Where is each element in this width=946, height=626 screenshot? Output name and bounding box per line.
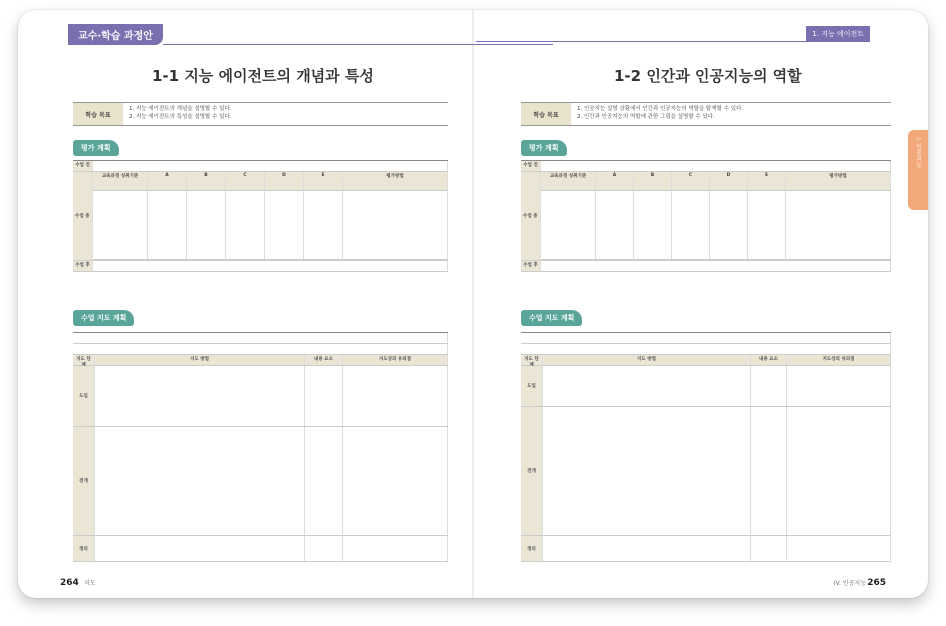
header-rule xyxy=(476,41,816,42)
header-tab: 1. 지능 에이전트 xyxy=(806,26,870,42)
table-header: 교육과정 성취기준 xyxy=(541,172,596,190)
table-header: B xyxy=(634,172,672,190)
goal-label: 학습 목표 xyxy=(521,103,571,125)
eval-table xyxy=(521,160,891,272)
section-plan: 수업 지도 계획 xyxy=(73,310,134,326)
chapter-side-tab xyxy=(908,130,928,210)
table-header: E xyxy=(748,172,786,190)
right-page xyxy=(488,10,928,598)
eval-table xyxy=(73,160,448,272)
stage-label: 정리 xyxy=(521,536,543,561)
table-header: 수업 전 xyxy=(73,161,93,171)
table-header: A xyxy=(596,172,634,190)
goal-label: 학습 목표 xyxy=(73,103,123,125)
page-number: 264 xyxy=(60,578,79,588)
table-header: 지도상의 유의점 xyxy=(787,355,891,365)
table-header: 교육과정 성취기준 xyxy=(93,172,148,190)
table-header: D xyxy=(710,172,748,190)
table-header: B xyxy=(187,172,226,190)
goal-line: 2. 인간과 인공지능의 역할에 관한 그림을 설명할 수 있다. xyxy=(577,114,715,120)
table-header: 지도 방법 xyxy=(543,355,751,365)
table-header: A xyxy=(148,172,187,190)
table-header: 수업 중 xyxy=(73,172,93,260)
table-header: 수업 전 xyxy=(521,161,541,171)
stage-label: 도입 xyxy=(521,366,543,406)
table-header: 내용 요소 xyxy=(305,355,343,365)
table-header: D xyxy=(265,172,304,190)
page-title: 1-1 지능 에이전트의 개념과 특성 xyxy=(152,67,374,85)
learning-goal xyxy=(73,102,448,126)
table-header: 수업 중 xyxy=(521,172,541,260)
section-plan: 수업 지도 계획 xyxy=(521,310,582,326)
stage-label: 전개 xyxy=(73,427,95,535)
page-number: 265 xyxy=(867,578,886,588)
book-spine xyxy=(472,10,474,598)
goal-line: 1. 인공지능 설명 상황에서 인간과 인공지능의 역할을 탐색할 수 있다. xyxy=(577,106,744,112)
goal-text xyxy=(571,103,749,125)
stage-label: 전개 xyxy=(521,407,543,535)
side-tab-label: I. 인공지능 xyxy=(914,138,922,168)
goal-text xyxy=(123,103,238,125)
section-eval: 평가 계획 xyxy=(73,140,119,156)
table-header: 내용 요소 xyxy=(751,355,787,365)
table-header: E xyxy=(304,172,343,190)
table-header: 평가방법 xyxy=(343,172,448,190)
table-header: C xyxy=(226,172,265,190)
stage-label: 도입 xyxy=(73,366,95,426)
plan-table xyxy=(73,332,448,562)
header-tab: 교수·학습 과정안 xyxy=(68,24,163,45)
page-title: 1-2 인간과 인공지능의 역할 xyxy=(614,67,802,85)
table-header: 지도상의 유의점 xyxy=(343,355,448,365)
table-header: 평가방법 xyxy=(786,172,891,190)
table-header: 수업 후 xyxy=(521,261,541,271)
learning-goal xyxy=(521,102,891,126)
book-spread xyxy=(18,10,928,598)
section-eval: 평가 계획 xyxy=(521,140,567,156)
goal-line: 2. 지능 에이전트의 특성을 설명할 수 있다. xyxy=(129,114,232,120)
table-header: 지도 단 xyxy=(73,355,95,365)
goal-line: 1. 지능 에이전트의 개념을 설명할 수 있다. xyxy=(129,106,232,112)
stage-label: 정리 xyxy=(73,536,95,561)
page-label: IV. 인공지능 xyxy=(833,580,866,587)
table-header: 수업 후 xyxy=(73,261,93,271)
left-page xyxy=(18,10,458,598)
table-header: 지도 단 xyxy=(521,355,543,365)
plan-table xyxy=(521,332,891,562)
table-header: 지도 방법 xyxy=(95,355,305,365)
table-header: C xyxy=(672,172,710,190)
page-label: 지도 xyxy=(84,580,96,587)
